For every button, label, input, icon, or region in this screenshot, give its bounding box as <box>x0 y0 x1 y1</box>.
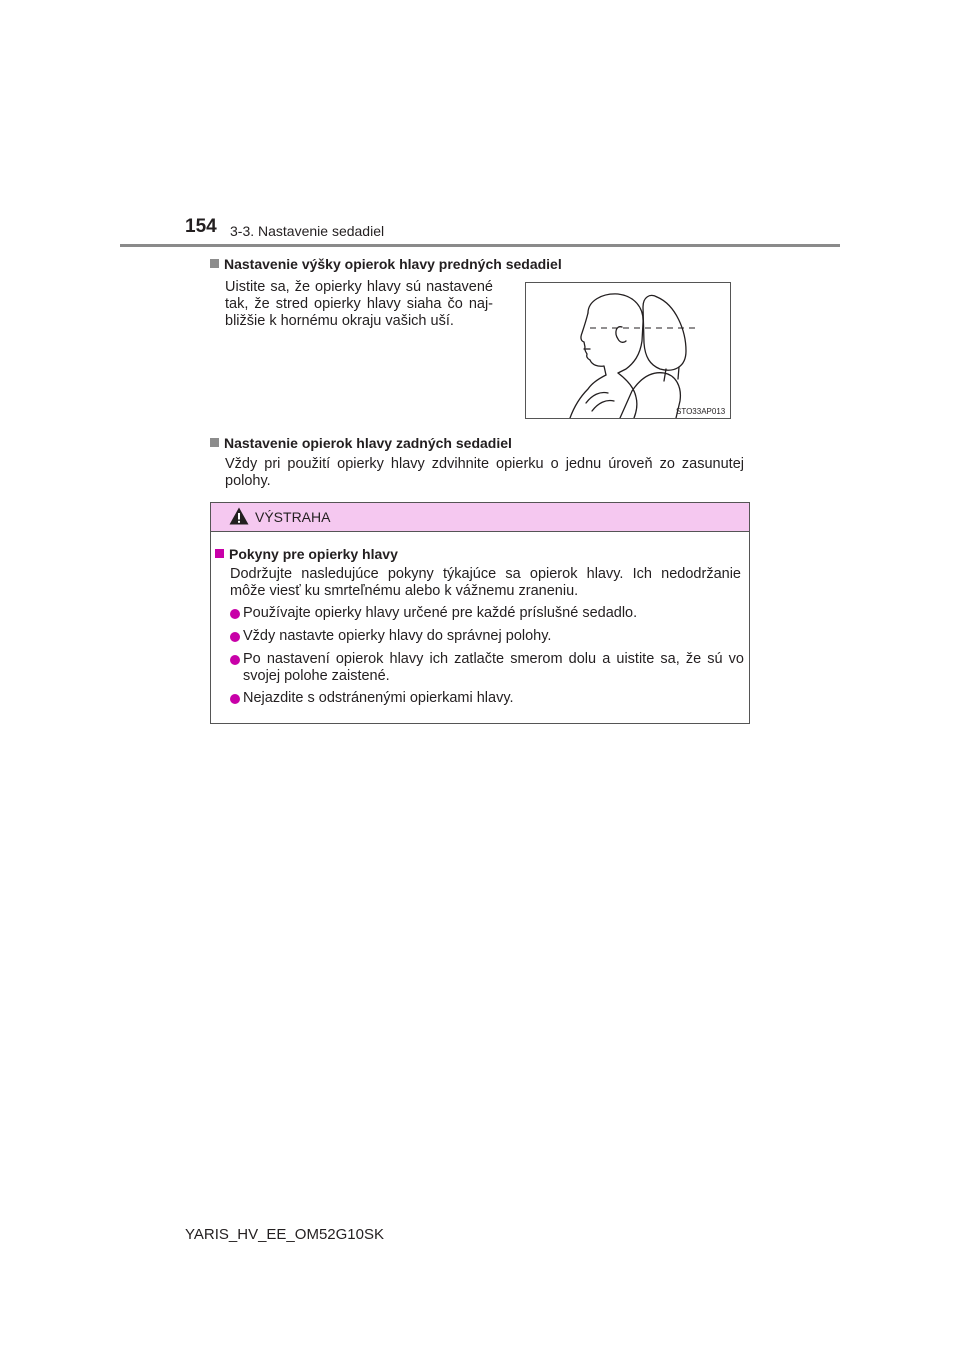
front-headrest-heading: Nastavenie výšky opierok hlavy predných sedadiel <box>210 256 562 272</box>
text-line: Používajte opierky hlavy určené pre každé príslušné sedadlo. <box>243 605 638 621</box>
text-line: Uistite sa, že opierky hlavy sú nastavené <box>225 279 493 295</box>
list-item <box>230 690 744 707</box>
text-line: Vždy nastavte opierky hlavy do správnej polohy. <box>243 628 552 644</box>
list-item <box>230 651 744 685</box>
bullet-icon <box>230 694 240 704</box>
warning-triangle-icon <box>229 507 249 525</box>
text-line: Nejazdite s odstránenými opierkami hlavy. <box>243 690 514 706</box>
heading-square-icon <box>210 438 219 447</box>
headrest-figure <box>525 282 731 419</box>
warning-heading: Pokyny pre opierky hlavy <box>215 546 398 562</box>
text-line: Po nastavení opierok hlavy ich zatlačte smerom dolu a uistite sa, že sú vo <box>243 651 744 667</box>
warning-title: VÝSTRAHA <box>255 509 331 525</box>
text-line: bližšie k hornému okraju vašich uší. <box>225 313 454 329</box>
section-title: 3-3. Nastavenie sedadiel <box>230 223 385 239</box>
heading-square-icon <box>210 259 219 268</box>
text-line: svojej polohe zaistené. <box>243 668 390 684</box>
figure-code: STO33AP013 <box>676 407 726 416</box>
text-line: Vždy pri použití opierky hlavy zdvihnite opierku o jednu úroveň zo zasunutej <box>225 456 744 472</box>
bullet-icon <box>230 632 240 642</box>
text-line: Dodržujte nasledujúce pokyny týkajúce sa opierok hlavy. Ich nedodržanie <box>230 566 741 582</box>
header-rule <box>120 244 840 247</box>
list-item <box>230 605 744 622</box>
rear-headrest-text <box>225 456 744 490</box>
text-line: môže viesť ku smrteľnému alebo k vážnemu zraneniu. <box>230 583 579 599</box>
bullet-icon <box>230 655 240 665</box>
headrest-illustration <box>526 283 730 418</box>
text-line: tak, že stred opierky hlavy siaha čo naj- <box>225 296 493 312</box>
warning-header <box>211 503 749 532</box>
list-item <box>230 628 744 645</box>
bullet-icon <box>230 609 240 619</box>
warning-box <box>210 502 750 724</box>
warning-text <box>230 566 741 600</box>
footer-code: YARIS_HV_EE_OM52G10SK <box>185 1226 384 1243</box>
rear-headrest-heading: Nastavenie opierok hlavy zadných sedadiel <box>210 435 512 451</box>
front-headrest-text <box>225 279 493 330</box>
page-number: 154 <box>185 216 217 237</box>
heading-square-icon <box>215 549 224 558</box>
text-line: polohy. <box>225 473 271 489</box>
